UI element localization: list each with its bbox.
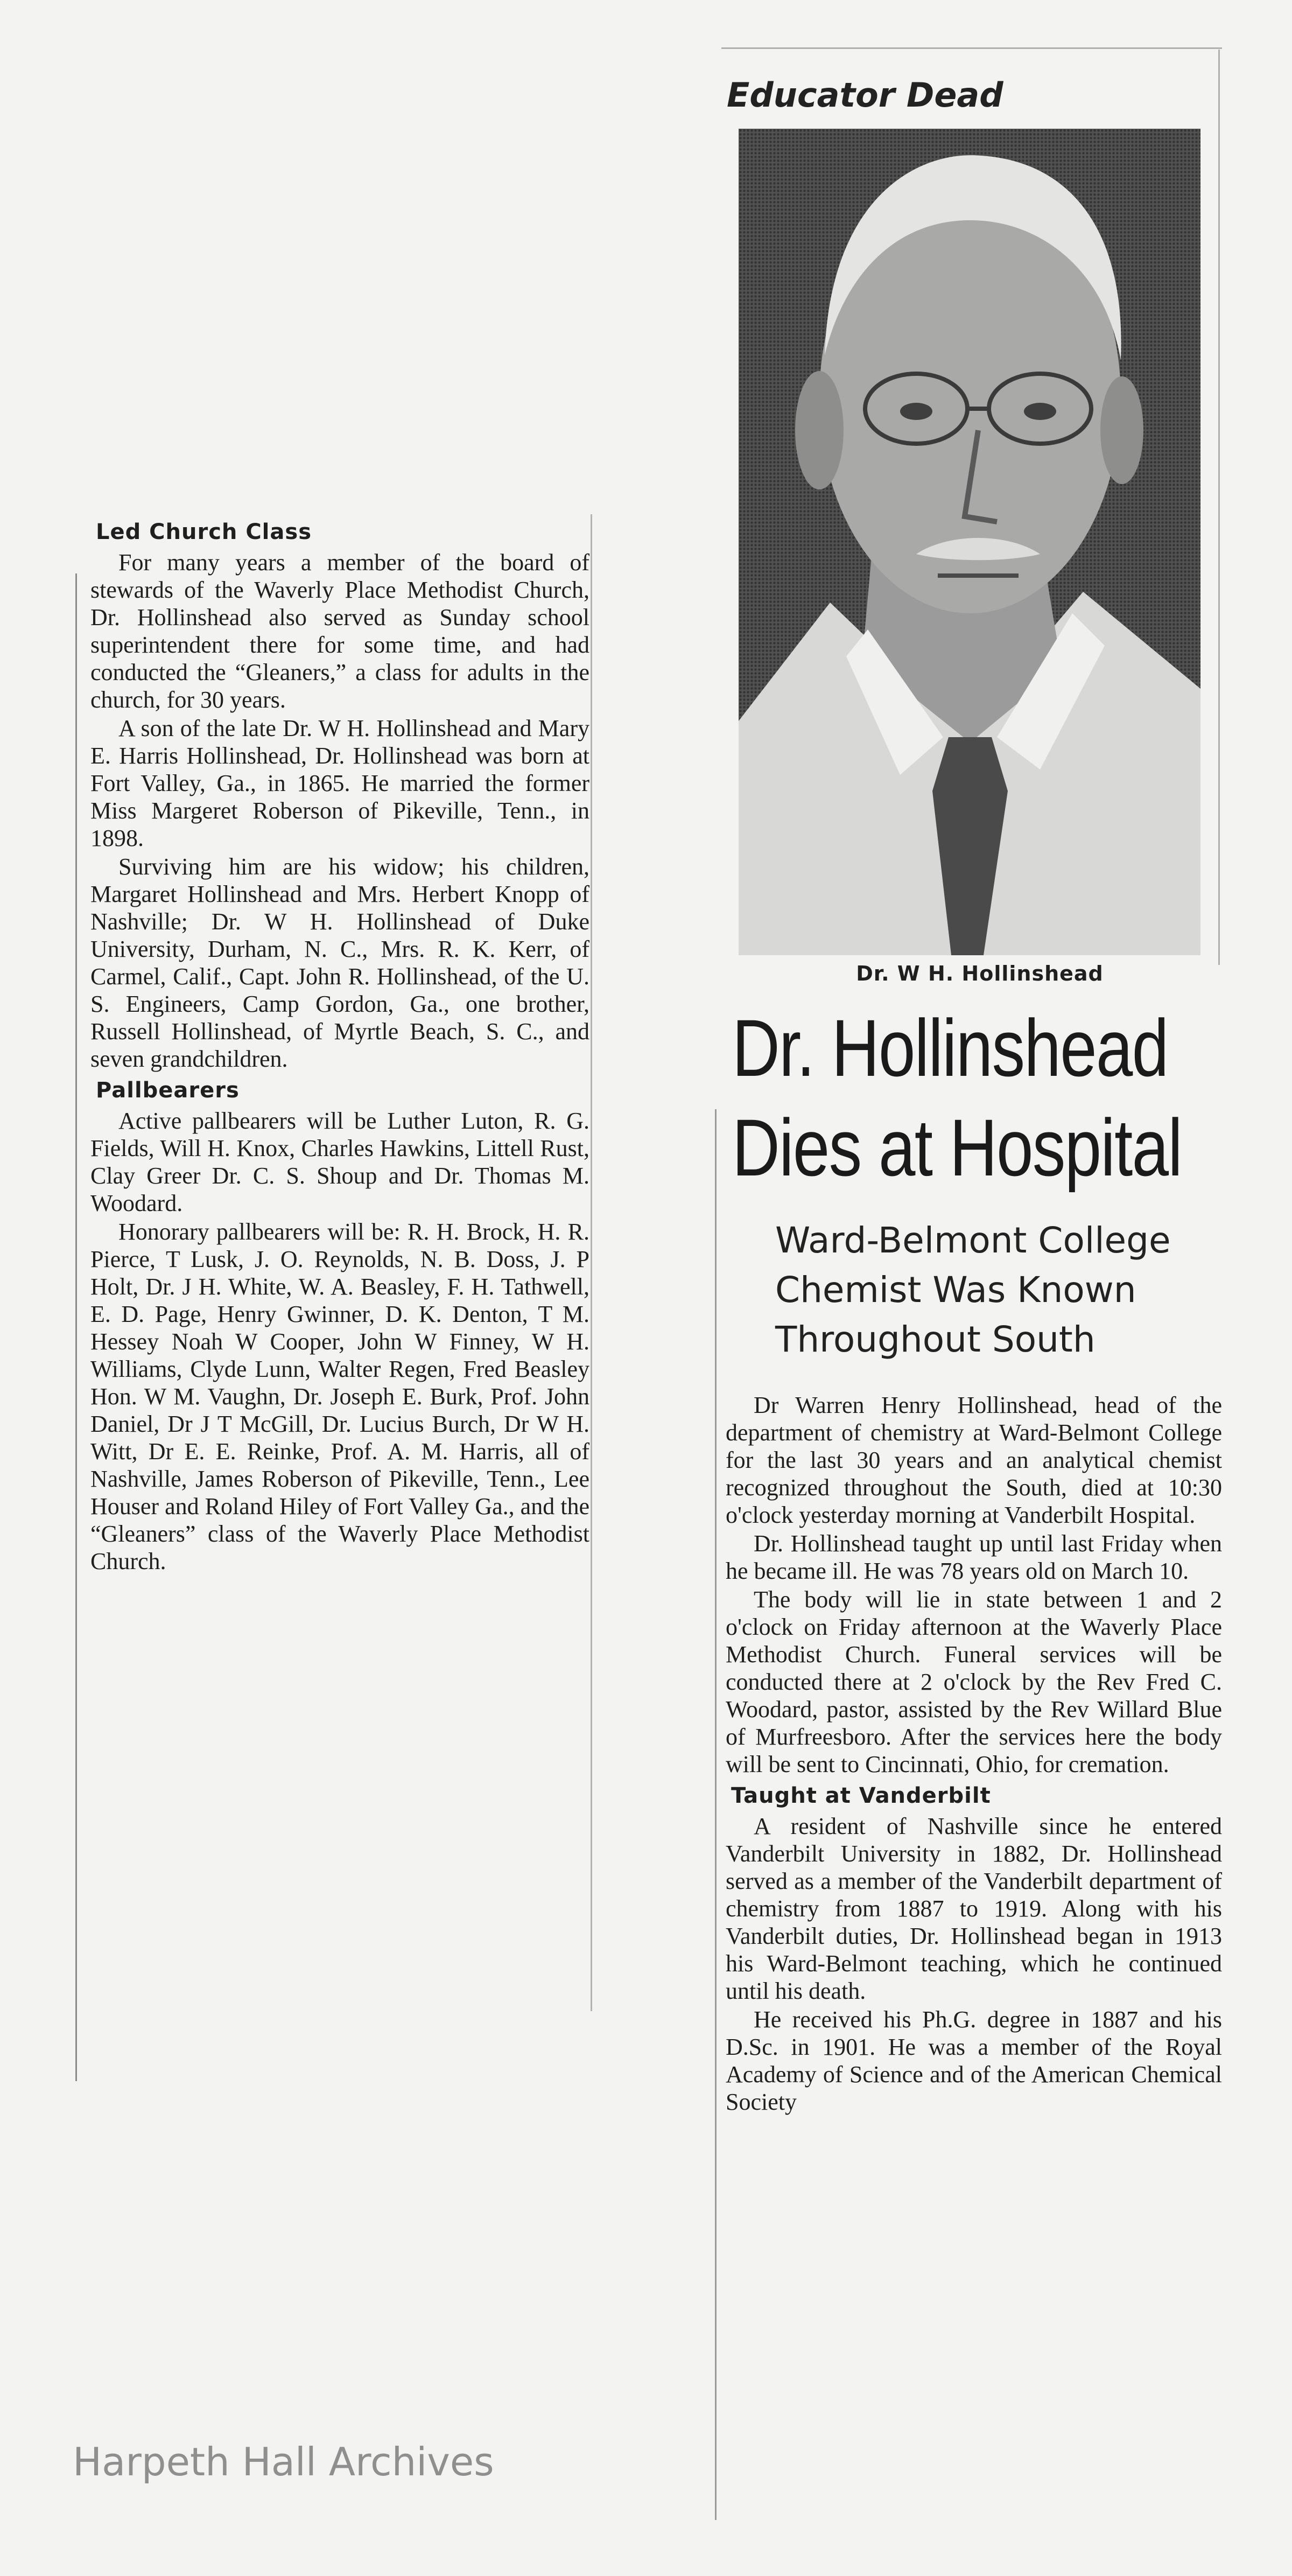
archive-watermark: Harpeth Hall Archives xyxy=(73,2439,494,2484)
photo-caption: Dr. W H. Hollinshead xyxy=(856,962,1104,985)
headline-line: Dr. Hollinshead xyxy=(732,1003,1168,1093)
paragraph: Honorary pallbearers will be: R. H. Brock, H. R. Pierce, T Lusk, J. O. Reynolds, N. B. Doss, J. P Holt, Dr. J H. White, W. A. Beasley, F. H. Tathwell, E. D. Page, Henry Gwinner, D. K. Denton, T M. Hessey Noah W Cooper, John W Finney, W H. Williams, Clyde Lunn, Walter Regen, Fred Beasley Hon. W M. Vaughn, Dr. Joseph E. Burk, Prof. John Daniel, Dr J T McGill, Dr. Lucius Burch, Dr W H. Witt, Dr E. E. Reinke, Prof. A. M. Harris, all of Nashville, James Roberson of Pikeville, Tenn., Lee Houser and Roland Hiley of Fort Valley Ga., and the “Gleaners” class of the Waverly Place Methodist Church. xyxy=(90,1219,589,1574)
subhead-led-church-class: Led Church Class xyxy=(96,520,312,544)
kicker-educator-dead: Educator Dead xyxy=(727,75,1003,115)
paragraph: Surviving him are his widow; his children, Margaret Hollinshead and Mrs. Herbert Knopp of Nashville; Dr. W H. Hollinshead of Duke University, Durham, N. C., Mrs. R. K. Kerr, of Carmel, Calif., Capt. John R. Hollinshead, of the U. S. Engineers, Camp Gordon, Ga., one brother, Russell Hollinshead, of Myrtle Beach, S. C., and seven grandchildren. xyxy=(90,853,589,1072)
paragraph: A son of the late Dr. W H. Hollinshead and Mary E. Harris Hollinshead, Dr. Hollinshead was born at Fort Valley, Ga., in 1865. He married the former Miss Margeret Roberson of Pikeville, Tenn., in 1898. xyxy=(90,715,589,851)
column-rule xyxy=(591,514,592,2011)
portrait-illustration xyxy=(739,129,1200,955)
headline-line: Dies at Hospital xyxy=(732,1102,1182,1193)
right-column xyxy=(721,75,1222,2117)
headline xyxy=(732,998,1226,1198)
portrait-photo xyxy=(739,129,1200,955)
paragraph: Dr. Hollinshead taught up until last Friday when he became ill. He was 78 years old on March 10. xyxy=(726,1530,1222,1584)
deck xyxy=(775,1216,1222,1364)
column-rule xyxy=(715,1109,717,2520)
paragraph: The body will lie in state between 1 and 2 o'clock on Friday afternoon at the Waverly Place Methodist Church. Funeral services will be conducted there at 2 o'clock by the Rev Fred C. Woodard, pastor, assisted by the Rev Willard Blue of Murfreesboro. After the services here the body will be sent to Cincinnati, Ohio, for cremation. xyxy=(726,1586,1222,1777)
paragraph: For many years a member of the board of stewards of the Waverly Place Methodist Church, Dr. Hollinshead also served as Sunday school superintendent there for some time, and had conducted the “Gleaners,” a class for adults in the church, for 30 years. xyxy=(90,549,589,713)
subhead-taught-at-vanderbilt: Taught at Vanderbilt xyxy=(731,1783,991,1808)
column-rule xyxy=(75,573,77,2081)
paragraph: Active pallbearers will be Luther Luton, R. G. Fields, Will H. Knox, Charles Hawkins, Littell Rust, Clay Greer Dr. C. S. Shoup and Dr. Thomas M. Woodard. xyxy=(90,1108,589,1216)
subhead-pallbearers: Pallbearers xyxy=(96,1078,240,1103)
left-column xyxy=(86,514,589,1576)
clipping-border-top xyxy=(721,47,1222,49)
deck-line: Ward-Belmont College xyxy=(775,1220,1171,1261)
deck-line: Chemist Was Known xyxy=(775,1269,1136,1311)
paragraph: He received his Ph.G. degree in 1887 and his D.Sc. in 1901. He was a member of the Royal Academy of Science and of the American Chemical Society xyxy=(726,2006,1222,2115)
deck-line: Throughout South xyxy=(775,1319,1096,1360)
paragraph: Dr Warren Henry Hollinshead, head of the department of chemistry at Ward-Belmont College for the last 30 years and an analytical chemist recognized throughout the South, died at 10:30 o'clock yesterday morning at Vanderbilt Hospital. xyxy=(726,1392,1222,1528)
paragraph: A resident of Nashville since he entered Vanderbilt University in 1882, Dr. Hollinshead served as a member of the Vanderbilt department of chemistry from 1887 to 1919. Along with his Vanderbilt duties, Dr. Hollinshead began in 1913 his Ward-Belmont teaching, which he continued until his death. xyxy=(726,1813,1222,2004)
